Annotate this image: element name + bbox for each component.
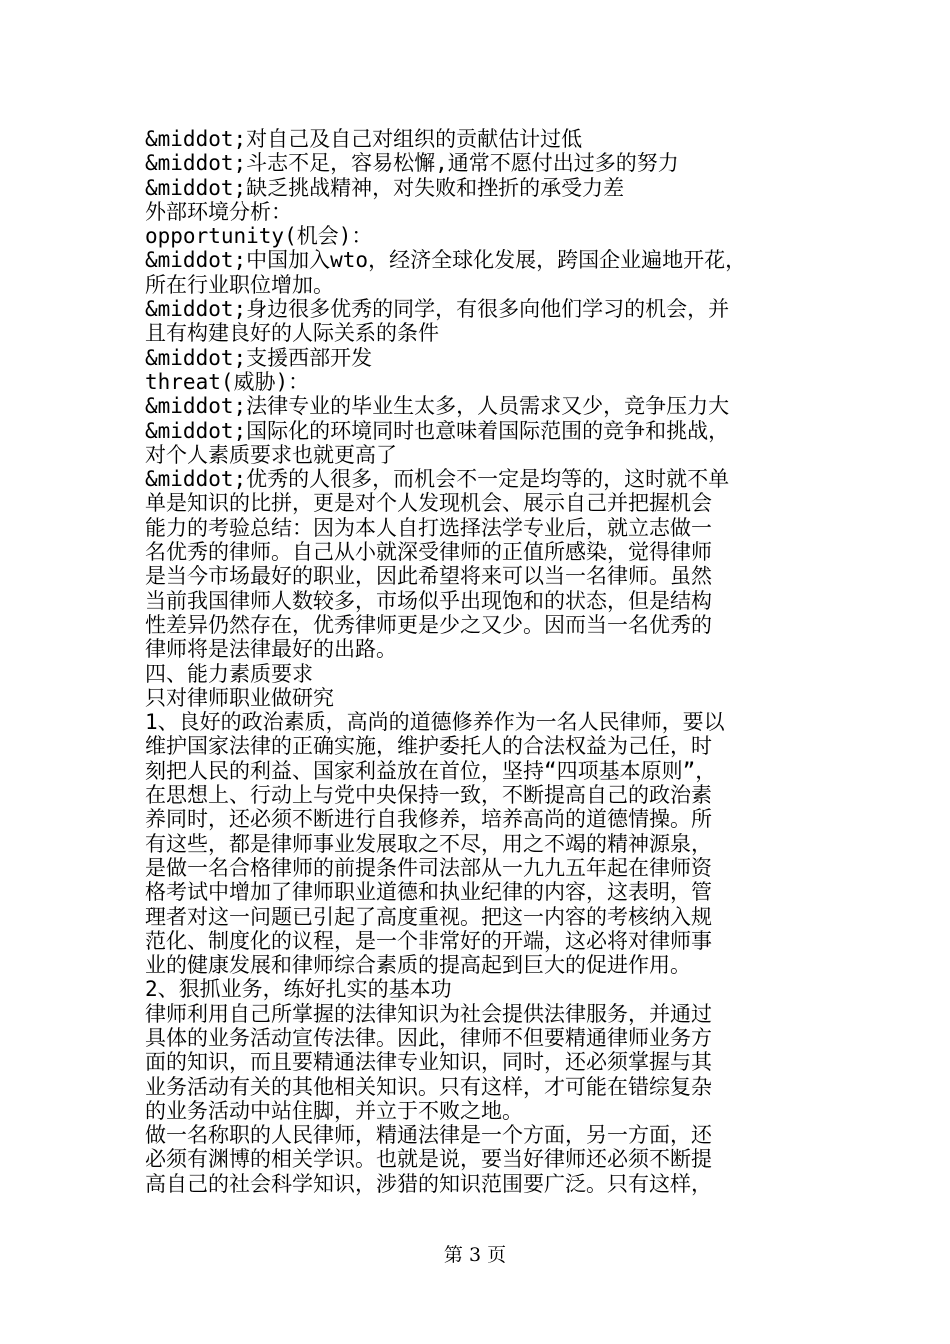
- text-line: &middot;法律专业的毕业生太多，人员需求又少，竞争压力大: [145, 394, 730, 419]
- text-line: 1、良好的政治素质，高尚的道德修养作为一名人民律师，要以: [145, 710, 725, 735]
- text-line: 名优秀的律师。自己从小就深受律师的正值所感染，觉得律师: [145, 540, 712, 565]
- text-line: 是当今市场最好的职业，因此希望将来可以当一名律师。虽然: [145, 564, 712, 589]
- text-line: 格考试中增加了律师职业道德和执业纪律的内容，这表明，管: [145, 880, 712, 905]
- text-line: threat(威胁)：: [145, 369, 310, 394]
- text-line: 单是知识的比拼，更是对个人发现机会、展示自己并把握机会: [145, 491, 712, 516]
- text-line: 面的知识，而且要精通法律专业知识，同时，还必须掌握与其: [145, 1050, 712, 1075]
- document-body: [145, 127, 805, 1196]
- page-number-footer: 第 3 页: [443, 1244, 507, 1266]
- text-line: 所在行业职位增加。: [145, 272, 334, 297]
- text-line: &middot;缺乏挑战精神，对失败和挫折的承受力差: [145, 175, 625, 200]
- text-line: &middot;国际化的环境同时也意味着国际范围的竞争和挑战，: [145, 418, 730, 443]
- text-line: 对个人素质要求也就更高了: [145, 442, 397, 467]
- text-line: 刻把人民的利益、国家利益放在首位，坚持“四项基本原则”，: [145, 758, 717, 783]
- text-line: 有这些，都是律师事业发展取之不尽，用之不竭的精神源泉，: [145, 831, 712, 856]
- text-line: &middot;斗志不足，容易松懈,通常不愿付出过多的努力: [145, 151, 679, 176]
- text-line: &middot;中国加入wto，经济全球化发展，跨国企业遍地开花，: [145, 248, 747, 273]
- text-line: 具体的业务活动宣传法律。因此，律师不但要精通律师业务方: [145, 1025, 712, 1050]
- text-line: 养同时，还必须不断进行自我修养，培养高尚的道德情操。所: [145, 807, 712, 832]
- text-line: opportunity(机会)：: [145, 224, 373, 249]
- text-line: 律师利用自己所掌握的法律知识为社会提供法律服务，并通过: [145, 1001, 712, 1026]
- text-line: 高自己的社会科学知识，涉猎的知识范围要广泛。只有这样，: [145, 1171, 712, 1196]
- text-line: 的业务活动中站住脚，并立于不败之地。: [145, 1098, 523, 1123]
- text-line: 做一名称职的人民律师，精通法律是一个方面，另一方面，还: [145, 1123, 712, 1148]
- text-line: 当前我国律师人数较多，市场似乎出现饱和的状态，但是结构: [145, 588, 712, 613]
- text-line: 且有构建良好的人际关系的条件: [145, 321, 439, 346]
- text-line: 理者对这一问题已引起了高度重视。把这一内容的考核纳入规: [145, 904, 712, 929]
- text-line: 范化、制度化的议程，是一个非常好的开端，这必将对律师事: [145, 928, 712, 953]
- text-line: 能力的考验总结：因为本人自打选择法学专业后，就立志做一: [145, 515, 712, 540]
- text-line: 四、能力素质要求: [145, 661, 313, 686]
- text-line: 性差异仍然存在，优秀律师更是少之又少。因而当一名优秀的: [145, 612, 712, 637]
- text-line: 律师将是法律最好的出路。: [145, 637, 397, 662]
- text-line: 维护国家法律的正确实施，维护委托人的合法权益为己任，时: [145, 734, 712, 759]
- text-line: 是做一名合格律师的前提条件司法部从一九九五年起在律师资: [145, 855, 712, 880]
- text-line: 必须有渊博的相关学识。也就是说，要当好律师还必须不断提: [145, 1147, 712, 1172]
- text-line: 只对律师职业做研究: [145, 685, 334, 710]
- text-line: &middot;对自己及自己对组织的贡献估计过低: [145, 127, 583, 151]
- text-line: 业的健康发展和律师综合素质的提高起到巨大的促进作用。: [145, 953, 691, 978]
- text-line: 业务活动有关的其他相关知识。只有这样，才可能在错综复杂: [145, 1074, 712, 1099]
- text-line: 2、狠抓业务，练好扎实的基本功: [145, 977, 452, 1002]
- text-line: &middot;身边很多优秀的同学，有很多向他们学习的机会，并: [145, 297, 730, 322]
- text-line: &middot;支援西部开发: [145, 345, 373, 370]
- text-line: &middot;优秀的人很多，而机会不一定是均等的，这时就不单: [145, 467, 730, 492]
- text-line: 外部环境分析：: [145, 199, 292, 224]
- text-line: 在思想上、行动上与党中央保持一致，不断提高自己的政治素: [145, 783, 712, 808]
